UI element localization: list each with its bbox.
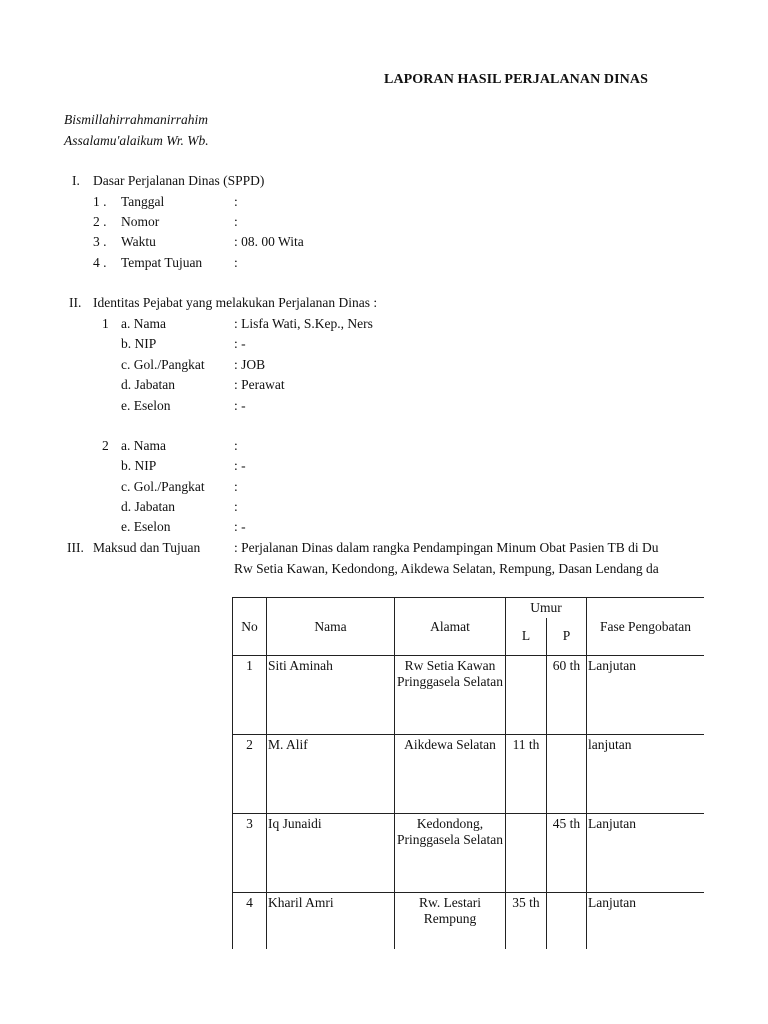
cell-fase: Lanjutan [587, 656, 705, 735]
section1-item-value: : [234, 194, 238, 209]
cell-no: 2 [233, 735, 267, 814]
cell-alamat-line1: Aikdewa Selatan [404, 737, 496, 752]
person-field-label: a. Nama [121, 316, 166, 331]
person-field-value: : - [234, 336, 246, 351]
person-field-label: c. Gol./Pangkat [121, 357, 205, 372]
header-umur-l: L [506, 618, 547, 656]
person-field-label: c. Gol./Pangkat [121, 479, 205, 494]
document-title: LAPORAN HASIL PERJALANAN DINAS [384, 72, 648, 87]
person-field-value: : [234, 479, 238, 494]
cell-nama: M. Alif [267, 735, 395, 814]
section1-item-num: 4 . [93, 255, 107, 270]
person-number: 1 [102, 316, 109, 331]
section1-item-label: Tanggal [121, 194, 165, 209]
person-field-value: : Perawat [234, 377, 285, 392]
section3-purpose-line1: : Perjalanan Dinas dalam rangka Pendampingan Minum Obat Pasien TB di Du [234, 540, 659, 555]
cell-alamat-line2: Rempung [423, 911, 477, 926]
header-umur-p: P [547, 618, 587, 656]
cell-umur-p: 45 th [547, 814, 587, 893]
greeting-bismillah: Bismillahirrahmanirrahim [64, 112, 209, 127]
section1-item-value: : [234, 214, 238, 229]
section1-item-label: Tempat Tujuan [121, 255, 203, 270]
cell-no: 4 [233, 893, 267, 950]
person-field-value: : Lisfa Wati, S.Kep., Ners [234, 316, 373, 331]
patient-table [232, 597, 704, 949]
person-field-label: d. Jabatan [121, 377, 175, 392]
cell-nama: Iq Junaidi [267, 814, 395, 893]
cell-alamat [395, 735, 506, 814]
section2-number: II. [69, 295, 82, 310]
section1-number: I. [72, 173, 80, 188]
cell-alamat-line2: Pringgasela Selatan [396, 674, 504, 689]
cell-alamat [395, 656, 506, 735]
cell-fase: Lanjutan [587, 814, 705, 893]
cell-alamat [395, 893, 506, 950]
section1-heading: Dasar Perjalanan Dinas (SPPD) [93, 173, 265, 188]
person-field-value: : [234, 499, 238, 514]
cell-alamat-line1: Rw Setia Kawan [404, 658, 496, 673]
person-field-value: : [234, 438, 238, 453]
person-field-label: b. NIP [121, 458, 157, 473]
greeting-salam: Assalamu'alaikum Wr. Wb. [64, 133, 209, 148]
person-number: 2 [102, 438, 109, 453]
person-field-value: : - [234, 458, 246, 473]
person-field-value: : JOB [234, 357, 266, 372]
cell-fase: lanjutan [587, 735, 705, 814]
table-row [233, 814, 705, 893]
person-field-label: a. Nama [121, 438, 166, 453]
section3-number: III. [67, 540, 84, 555]
section3-purpose-line2: Rw Setia Kawan, Kedondong, Aikdewa Selatan, Rempung, Dasan Lendang da [234, 561, 659, 576]
cell-umur-l [506, 656, 547, 735]
cell-fase: Lanjutan [587, 893, 705, 950]
section1-item-num: 1 . [93, 194, 107, 209]
person-field-label: e. Eselon [121, 519, 171, 534]
cell-umur-l: 11 th [506, 735, 547, 814]
section3-heading: Maksud dan Tujuan [93, 540, 201, 555]
cell-no: 3 [233, 814, 267, 893]
person-field-label: b. NIP [121, 336, 157, 351]
section1-item-num: 3 . [93, 234, 107, 249]
section1-item-num: 2 . [93, 214, 107, 229]
section1-item-label: Waktu [121, 234, 156, 249]
person-field-label: d. Jabatan [121, 499, 175, 514]
header-umur: Umur [506, 598, 587, 618]
cell-alamat [395, 814, 506, 893]
cell-alamat-line2: Pringgasela Selatan [396, 832, 504, 847]
person-field-label: e. Eselon [121, 398, 171, 413]
cell-nama: Kharil Amri [267, 893, 395, 950]
cell-umur-l: 35 th [506, 893, 547, 950]
header-no: No [233, 598, 267, 656]
cell-no: 1 [233, 656, 267, 735]
section1-item-label: Nomor [121, 214, 160, 229]
section2-heading: Identitas Pejabat yang melakukan Perjalanan Dinas : [93, 295, 378, 310]
cell-umur-l [506, 814, 547, 893]
cell-umur-p: 60 th [547, 656, 587, 735]
header-fase-pengobatan: Fase Pengobatan [587, 598, 705, 656]
cell-alamat-line1: Rw. Lestari [418, 895, 482, 910]
section1-item-value: : [234, 255, 238, 270]
cell-umur-p [547, 893, 587, 950]
person-field-value: : - [234, 398, 246, 413]
header-nama: Nama [267, 598, 395, 656]
header-alamat: Alamat [395, 598, 506, 656]
section1-item-value: : 08. 00 Wita [234, 234, 304, 249]
cell-nama: Siti Aminah [267, 656, 395, 735]
patient-table-container [232, 597, 704, 949]
table-row [233, 893, 705, 950]
table-row [233, 656, 705, 735]
person-field-value: : - [234, 519, 246, 534]
cell-umur-p [547, 735, 587, 814]
table-row [233, 735, 705, 814]
cell-alamat-line1: Kedondong, [416, 816, 484, 831]
